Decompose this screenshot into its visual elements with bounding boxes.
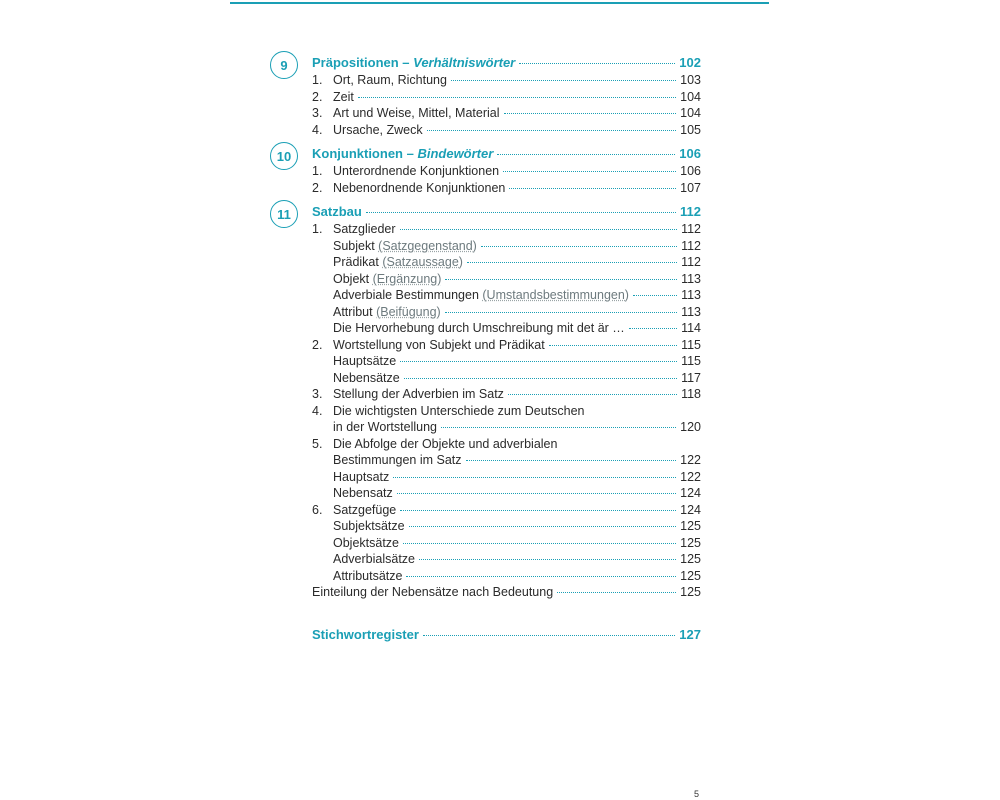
entry-page: 124 [680, 486, 701, 500]
entry-label: Nebenordnende Konjunktionen [333, 180, 506, 195]
toc-entry[interactable] [312, 403, 701, 420]
entry-page: 107 [680, 180, 701, 195]
entry-number: 3. [312, 387, 323, 401]
dot-leader [400, 510, 676, 511]
chapter-section [270, 145, 701, 196]
dot-leader [404, 378, 677, 379]
toc-entry[interactable] [312, 238, 701, 255]
entry-page: 114 [681, 321, 701, 335]
entry-number: 6. [312, 502, 323, 517]
register-entry[interactable] [312, 626, 701, 644]
entry-page: 104 [680, 106, 701, 120]
entry-label: Objekt [333, 271, 373, 286]
entry-label: Prädikat [333, 255, 383, 269]
entry-page: 113 [681, 271, 701, 286]
entry-page: 103 [680, 73, 701, 87]
entry-label: Zeit [333, 89, 354, 104]
dot-leader [400, 361, 677, 362]
entry-label: Wortstellung von Subjekt und Prädikat [333, 337, 545, 352]
entry-page: 122 [680, 453, 701, 467]
entry-translation: (Satzgegenstand) [378, 238, 477, 253]
entry-page: 125 [680, 519, 701, 533]
entry-page: 122 [680, 469, 701, 484]
toc-entry[interactable] [312, 287, 701, 304]
chapter-heading[interactable] [312, 54, 701, 72]
entry-label: Stellung der Adverbien im Satz [333, 387, 504, 401]
dot-leader [633, 295, 677, 296]
dot-leader [400, 229, 677, 230]
entry-page: 113 [681, 288, 701, 302]
dot-leader [441, 427, 676, 428]
entry-page: 120 [680, 420, 701, 434]
dot-leader [508, 394, 677, 395]
toc-entry[interactable] [312, 180, 701, 197]
dot-leader [451, 80, 676, 81]
toc-entry[interactable] [312, 337, 701, 354]
dot-leader [427, 130, 677, 131]
entry-label: Die wichtigsten Unterschiede zum Deutschen [333, 403, 585, 418]
entry-number: 1. [312, 222, 323, 236]
entry-label: Nebensatz [333, 486, 393, 500]
entry-label: Attribut [333, 304, 377, 319]
chapter-heading[interactable] [312, 203, 701, 221]
dot-leader [397, 493, 676, 494]
entry-number: 1. [312, 73, 323, 87]
entry-label: Bestimmungen im Satz [333, 453, 462, 467]
toc-entry[interactable] [312, 584, 701, 601]
toc-entry[interactable] [312, 271, 701, 288]
dot-leader [549, 345, 677, 346]
entry-translation: (Beifügung) [376, 304, 441, 319]
dot-leader [467, 262, 677, 263]
chapter-title: Konjunktionen – [312, 146, 418, 161]
entry-page: 105 [680, 122, 701, 137]
entry-translation: (Umstandsbestimmungen) [482, 288, 629, 302]
entry-translation: (Satzaussage) [382, 255, 463, 269]
entry-page: 115 [681, 354, 701, 368]
dot-leader [366, 212, 676, 213]
toc-entry[interactable] [312, 304, 701, 321]
toc-entry[interactable] [312, 320, 701, 337]
toc-entry[interactable] [312, 469, 701, 486]
dot-leader [503, 171, 676, 172]
entry-number: 5. [312, 436, 323, 451]
dot-leader [445, 312, 677, 313]
entry-label: Ort, Raum, Richtung [333, 73, 447, 87]
toc-entry[interactable] [312, 163, 701, 180]
entry-number: 4. [312, 122, 323, 137]
chapter-number-badge: 10 [270, 142, 298, 170]
entry-page: 125 [680, 568, 701, 583]
dot-leader [466, 460, 677, 461]
dot-leader [403, 543, 676, 544]
entry-page: 112 [681, 255, 701, 269]
entry-number: 3. [312, 106, 323, 120]
register-page: 127 [679, 627, 701, 642]
entry-label: Nebensätze [333, 370, 400, 385]
toc-entry[interactable] [312, 485, 701, 502]
chapter-page: 102 [679, 55, 701, 70]
entry-number: 2. [312, 89, 323, 104]
toc-entry[interactable] [312, 105, 701, 122]
toc-entry[interactable] [312, 221, 701, 238]
toc-entry[interactable] [312, 386, 701, 403]
top-rule [230, 2, 769, 4]
toc-entry[interactable] [312, 436, 701, 453]
entry-label: in der Wortstellung [333, 420, 437, 434]
entry-label: Einteilung der Nebensätze nach Bedeutung [312, 585, 554, 599]
toc-entry[interactable] [312, 535, 701, 552]
entry-label: Adverbialsätze [333, 552, 415, 566]
toc-entry[interactable] [312, 353, 701, 370]
dot-leader [423, 635, 675, 636]
entry-label: Adverbiale Bestimmungen [333, 288, 483, 302]
entry-label: Subjektsätze [333, 519, 405, 533]
page-number: 5 [694, 789, 700, 799]
toc-entry[interactable] [312, 254, 701, 271]
entry-label: Art und Weise, Mittel, Material [333, 106, 500, 120]
entry-page: 112 [681, 222, 701, 236]
entry-label: Die Abfolge der Objekte und adverbialen [333, 436, 558, 451]
entry-label: Objektsätze [333, 535, 400, 550]
entry-label: Satzgefüge [333, 502, 397, 517]
entry-number: 1. [312, 164, 323, 178]
entry-page: 125 [680, 552, 701, 566]
toc-entry[interactable] [312, 568, 701, 585]
entry-page: 124 [680, 502, 701, 517]
chapter-heading[interactable] [312, 145, 701, 163]
chapter-title-translation: Bindewörter [417, 146, 494, 161]
toc-entry[interactable] [312, 419, 701, 436]
entry-number: 4. [312, 403, 323, 418]
entry-number: 2. [312, 337, 323, 352]
chapter-number-badge: 11 [270, 200, 298, 228]
entry-page: 125 [680, 535, 701, 550]
chapter-section [270, 54, 701, 138]
dot-leader [497, 154, 675, 155]
entry-label: Attributsätze [333, 568, 403, 583]
entry-page: 118 [681, 387, 701, 401]
entry-label: Hauptsätze [333, 354, 397, 368]
chapter-title: Präpositionen – [312, 55, 414, 70]
dot-leader [393, 477, 676, 478]
dot-leader [557, 592, 676, 593]
entry-page: 106 [680, 164, 701, 178]
toc-entry[interactable] [312, 122, 701, 139]
entry-page: 117 [681, 370, 701, 385]
toc-entry[interactable] [312, 551, 701, 568]
dot-leader [481, 246, 677, 247]
entry-page: 104 [680, 89, 701, 104]
entry-translation: (Ergänzung) [372, 271, 442, 286]
entry-page: 115 [681, 337, 701, 352]
entry-label: Satzglieder [333, 222, 396, 236]
entry-label: Die Hervorhebung durch Umschreibung mit det är … [333, 321, 625, 335]
entry-page: 125 [680, 585, 701, 599]
dot-leader [358, 97, 676, 98]
toc-entry[interactable] [312, 502, 701, 519]
chapter-section [270, 203, 701, 601]
table-of-contents [270, 54, 701, 601]
chapter-title-translation: Verhältniswörter [413, 55, 516, 70]
dot-leader [504, 113, 677, 114]
dot-leader [629, 328, 677, 329]
dot-leader [509, 188, 676, 189]
register-title: Stichwortregister [312, 627, 419, 642]
dot-leader [419, 559, 676, 560]
chapter-number-badge: 9 [270, 51, 298, 79]
dot-leader [519, 63, 675, 64]
chapter-page: 106 [679, 146, 701, 161]
entry-label: Ursache, Zweck [333, 122, 423, 137]
entry-label: Subjekt [333, 238, 379, 253]
chapter-page: 112 [680, 204, 701, 219]
dot-leader [406, 576, 676, 577]
toc-entry[interactable] [312, 452, 701, 469]
dot-leader [445, 279, 677, 280]
entry-label: Unterordnende Konjunktionen [333, 164, 500, 178]
entry-number: 2. [312, 180, 323, 195]
toc-entry[interactable] [312, 72, 701, 89]
entry-page: 113 [681, 304, 701, 319]
entry-label: Hauptsatz [333, 469, 390, 484]
toc-entry[interactable] [312, 89, 701, 106]
dot-leader [409, 526, 677, 527]
entry-page: 112 [681, 238, 701, 253]
toc-entry[interactable] [312, 370, 701, 387]
toc-entry[interactable] [312, 518, 701, 535]
chapter-title: Satzbau [312, 204, 362, 219]
